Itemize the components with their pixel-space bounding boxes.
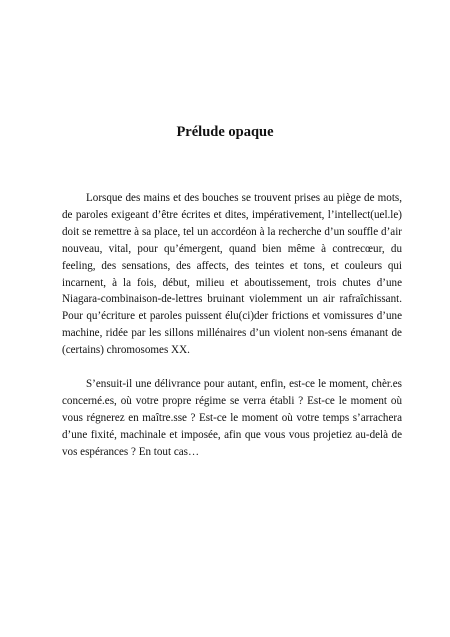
paragraph-2: S’ensuit-il une délivrance pour autant, enfin, est-ce le moment, chèr.es concerné.es, où votre propre régime se verra établi ? Est-ce le moment où vous régnerez en maître.sse ? Est-ce le moment où votre temps s’arrachera d’une fixité, machinale et imposée, afin que vous vous projetiez au-delà de vos espérances ? En tout cas… <box>62 378 402 458</box>
page-title: Prélude opaque <box>176 124 274 140</box>
paragraph-1: Lorsque des mains et des bouches se trouvent prises au piège de mots, de paroles exigeant d’être écrites et dites, impérativement, l’intellect(uel.le) doit se remettre à sa place, tel un accordéon à la recherche d’un souffle d’air nouveau, vital, pour qu’émergent, quand bien même à contrecœur, du feeling, des sensations, des affects, des teintes et tons, et couleurs qui incarnent, à la fois, début, milieu et aboutissement, trois chutes d’une Niagara-combinaison-de-lettres bruinant violemment un air rafraîchissant. Pour qu’écriture et paroles puissent élu(ci)der frictions et vomissures d’une machine, ridée par les sillons millénaires d’un violent non-sens émanant de (certains) chromosomes XX. <box>62 192 402 357</box>
